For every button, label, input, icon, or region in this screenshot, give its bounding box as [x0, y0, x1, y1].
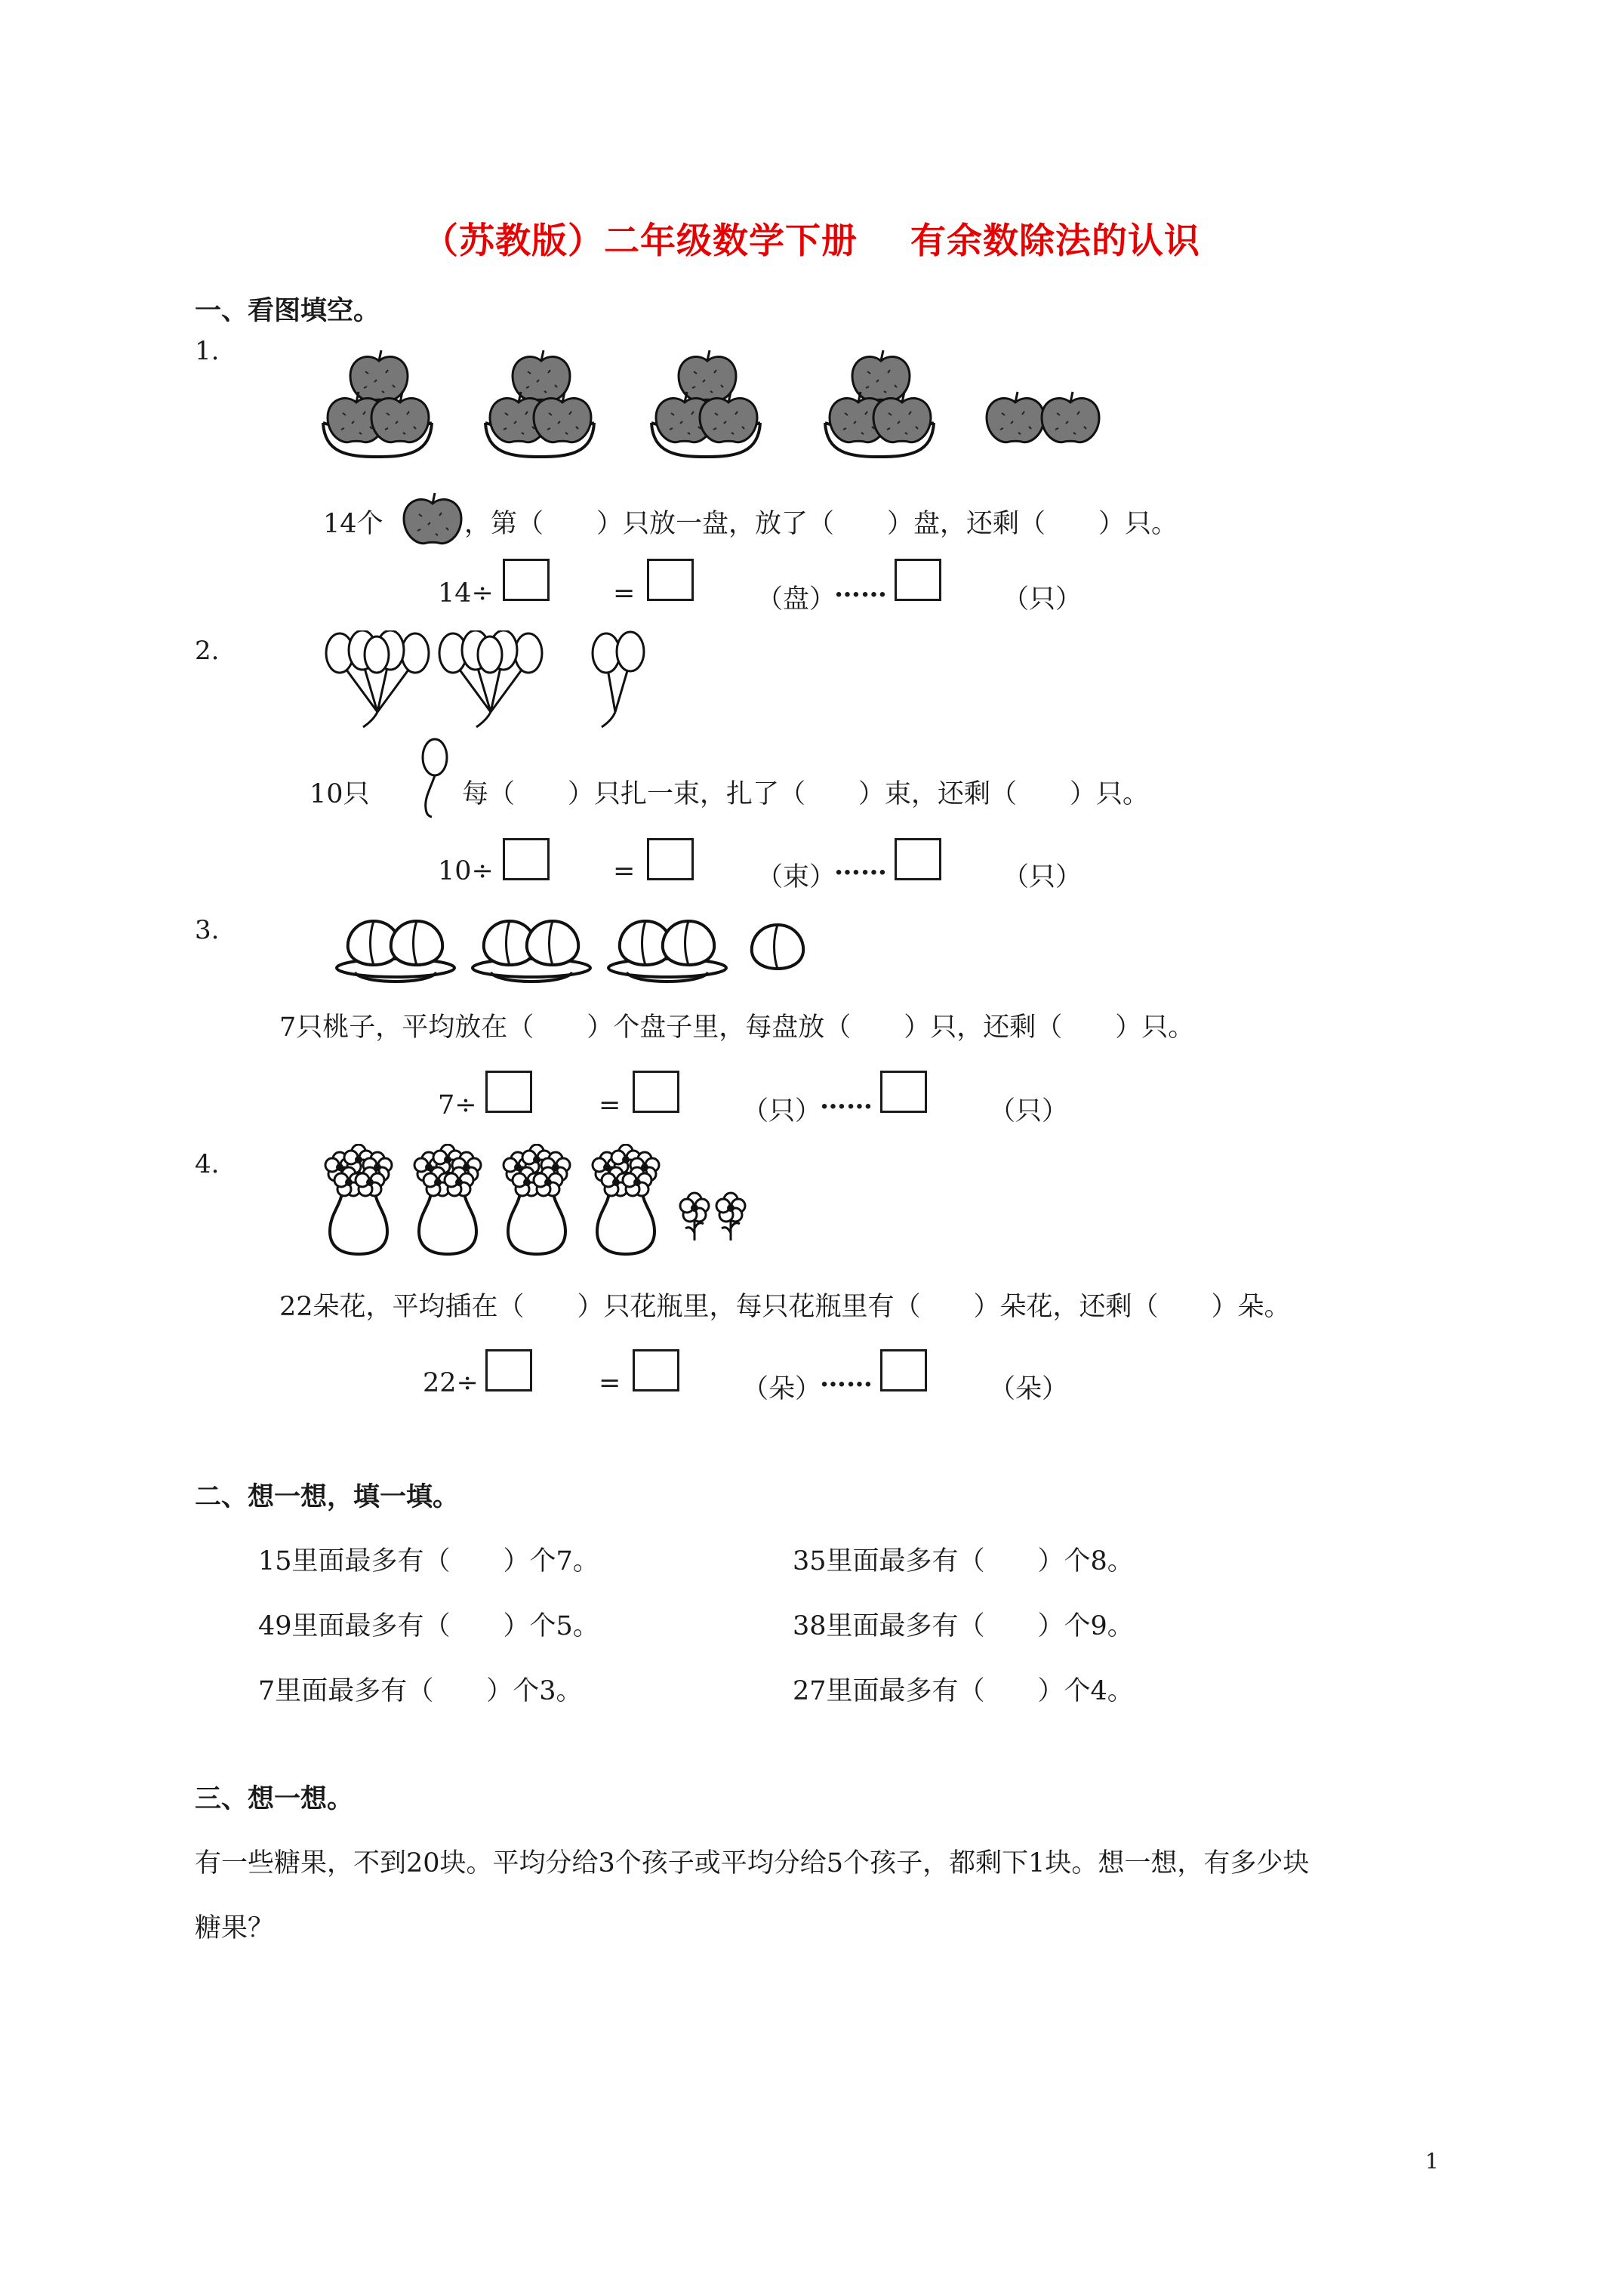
flower-vases-illustration [317, 1144, 762, 1261]
q2-sentence-post: 每（ ）只扎一束，扎了（ ）束，还剩（ ）只。 [462, 779, 1150, 809]
s2-item-4: 38里面最多有（ ）个9。 [793, 1611, 1134, 1641]
q4-unit1: （朵） [742, 1374, 822, 1404]
q1-eq-sign: = [613, 578, 636, 609]
s2-item-1: 15里面最多有（ ）个7。 [258, 1546, 599, 1576]
q4-number: 4. [195, 1149, 220, 1179]
title-part2: 有余数除法的认识 [910, 220, 1200, 262]
q3-dots: …… [820, 1084, 873, 1115]
q2-eq-sign: = [613, 856, 636, 886]
q4-eq-left: 22÷ [423, 1368, 479, 1398]
q3-unit2: （只） [989, 1096, 1069, 1126]
q1-unit1: （盘） [756, 584, 836, 615]
page-number: 1 [1425, 2149, 1439, 2174]
s3-problem-line2: 糖果？ [195, 1913, 275, 1943]
q2-sentence-pre: 10只 [310, 779, 370, 809]
q2-eq-left: 10÷ [438, 856, 494, 886]
q2-blank-quotient[interactable] [647, 838, 694, 880]
q2-blank-divisor[interactable] [503, 838, 550, 880]
q3-unit1: （只） [742, 1096, 822, 1126]
q1-blank-quotient[interactable] [647, 559, 694, 601]
q3-blank-divisor[interactable] [485, 1071, 532, 1113]
s2-item-2: 35里面最多有（ ）个8。 [793, 1546, 1134, 1576]
section3-heading: 三、想一想。 [195, 1783, 354, 1814]
section2-heading: 二、想一想，填一填。 [195, 1481, 460, 1512]
q3-blank-remainder[interactable] [880, 1071, 927, 1113]
peach-plates-illustration [332, 906, 823, 989]
q2-dots: …… [834, 850, 887, 881]
q1-number: 1. [195, 336, 220, 366]
q3-sentence: 7只桃子，平均放在（ ）个盘子里，每盘放（ ）只，还剩（ ）只。 [279, 1012, 1195, 1043]
s3-problem-line1: 有一些糖果，不到20块。平均分给3个孩子或平均分给5个孩子，都剩下1块。想一想，有多少块 [195, 1848, 1310, 1878]
q1-dots: …… [834, 572, 887, 603]
section1-heading: 一、看图填空。 [195, 295, 380, 326]
q4-unit2: （朵） [989, 1374, 1069, 1404]
s2-item-3: 49里面最多有（ ）个5。 [258, 1611, 599, 1641]
q3-number: 3. [195, 915, 220, 945]
q2-number: 2. [195, 636, 220, 666]
q4-blank-divisor[interactable] [485, 1349, 532, 1391]
q1-sentence-post: ，第（ ）只放一盘，放了（ ）盘，还剩（ ）只。 [464, 509, 1178, 539]
page-title [0, 213, 1623, 264]
q3-eq-left: 7÷ [438, 1090, 477, 1120]
q4-blank-quotient[interactable] [633, 1349, 679, 1391]
q1-unit2: （只） [1002, 584, 1083, 615]
apple-plates-illustration [317, 344, 1117, 464]
q4-eq-sign: = [599, 1368, 621, 1398]
q1-blank-remainder[interactable] [895, 559, 941, 601]
balloon-icon [415, 736, 453, 819]
q4-sentence: 22朵花，平均插在（ ）只花瓶里，每只花瓶里有（ ）朵花，还剩（ ）朵。 [279, 1292, 1291, 1322]
q2-unit1: （束） [756, 862, 836, 892]
balloon-bunches-illustration [321, 630, 668, 736]
q4-blank-remainder[interactable] [880, 1349, 927, 1391]
q3-eq-sign: = [599, 1090, 621, 1120]
q2-unit2: （只） [1002, 862, 1083, 892]
q2-blank-remainder[interactable] [895, 838, 941, 880]
title-part1: （苏教版）二年级数学下册 [423, 220, 858, 262]
q1-blank-divisor[interactable] [503, 559, 550, 601]
s2-item-5: 7里面最多有（ ）个3。 [258, 1676, 583, 1706]
s2-item-6: 27里面最多有（ ）个4。 [793, 1676, 1134, 1706]
q1-sentence-pre: 14个 [323, 509, 383, 539]
q3-blank-quotient[interactable] [633, 1071, 679, 1113]
apple-icon [402, 487, 463, 547]
q1-eq-left: 14÷ [438, 578, 494, 609]
q4-dots: …… [820, 1362, 873, 1393]
